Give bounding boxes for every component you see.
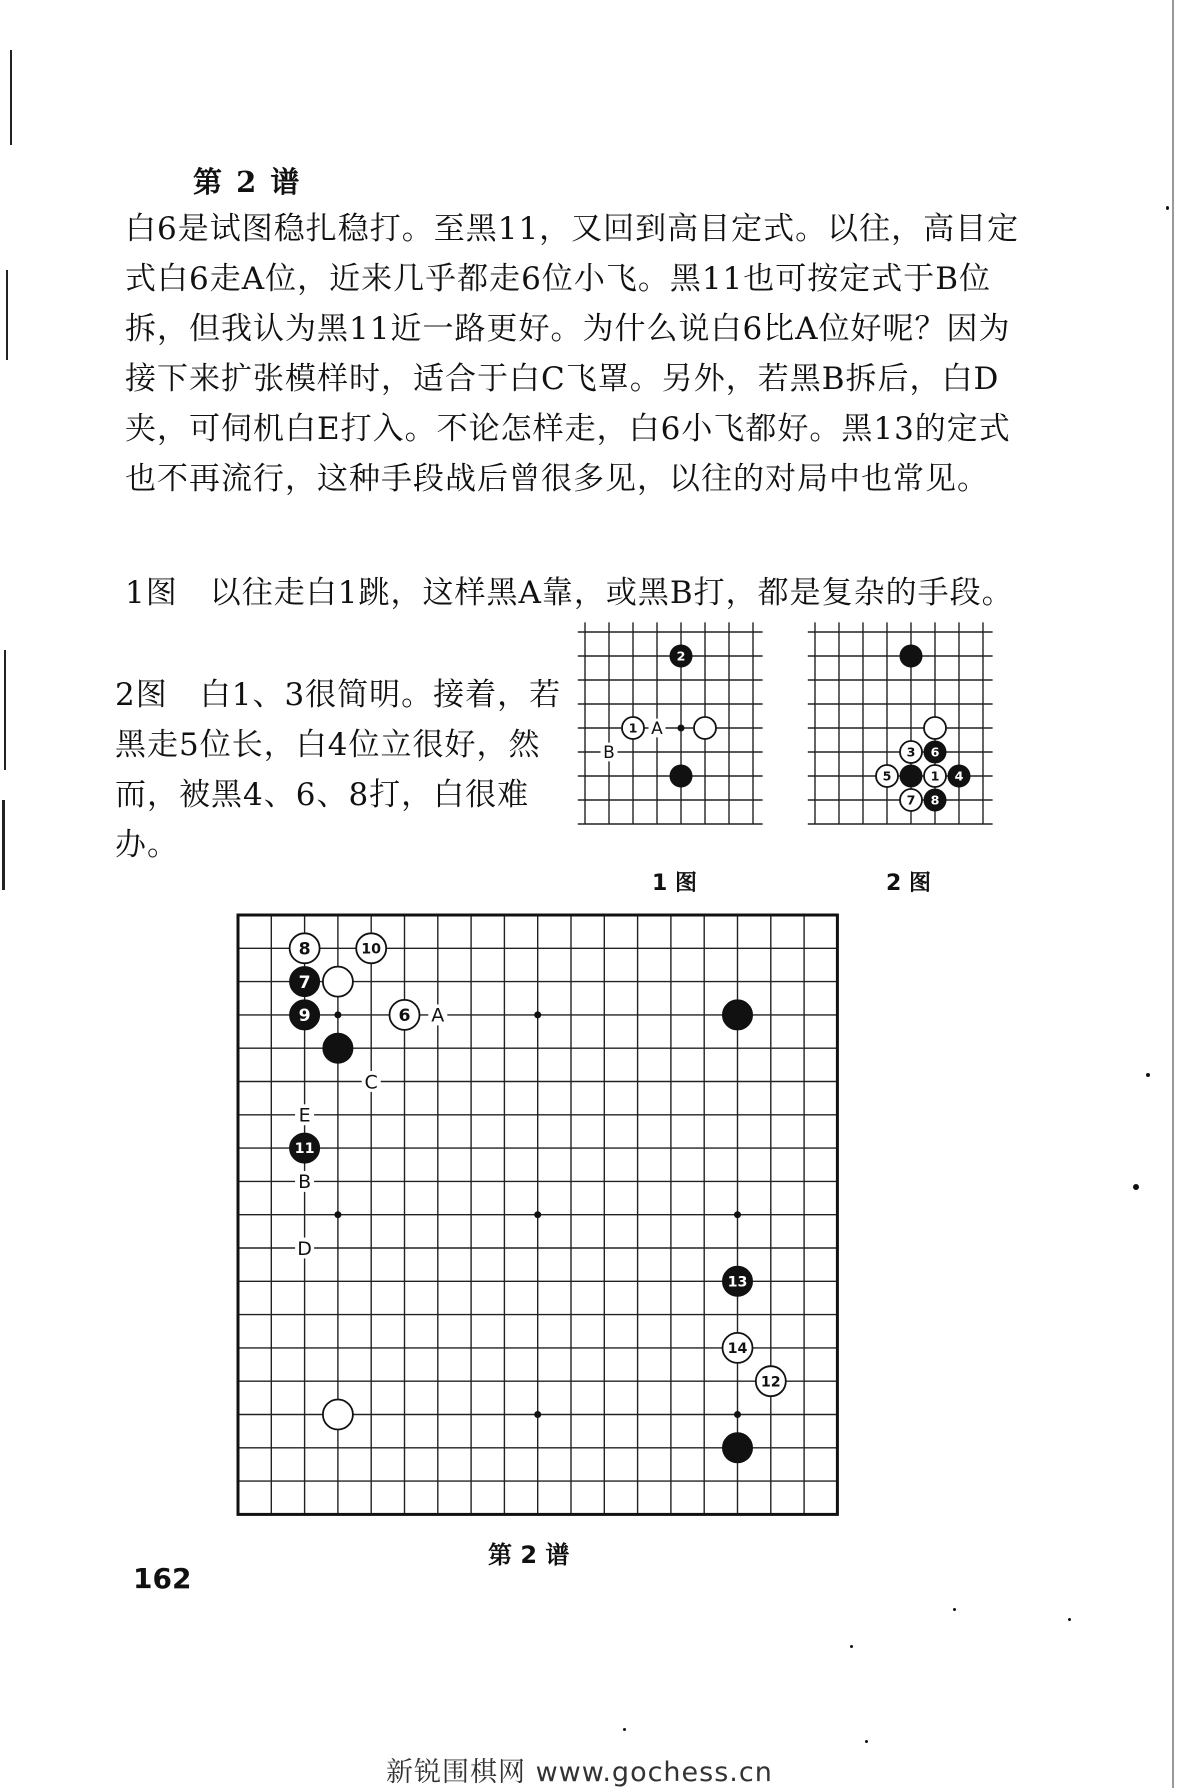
scan-speck [953,1608,956,1611]
black-stone [900,765,922,787]
main-diagram-caption: 第 2 谱 [488,1541,570,1569]
scan-speck [623,1728,626,1731]
scan-speck [850,1645,853,1648]
black-stone [323,1033,353,1063]
black-stone [723,1000,753,1030]
star-point [678,725,685,732]
page-number: 162 [133,1562,192,1595]
white-stone [924,717,946,739]
stone-move-number: 1 [930,768,940,784]
scan-edge-mark [4,650,6,770]
star-point [334,1011,341,1018]
go-diagram-figure-1 [575,622,785,852]
white-stone [323,967,353,997]
white-stone [323,1400,353,1430]
stone-move-number: 8 [298,939,311,960]
figure-1-caption: 1 图 [652,871,697,896]
go-diagram-main [228,905,858,1525]
star-point [534,1211,541,1218]
stone-move-number: 5 [882,768,892,784]
stone-move-number: 12 [760,1374,781,1391]
point-mark-a: A [431,1004,445,1027]
stone-move-number: 13 [727,1274,748,1291]
star-point [334,1211,341,1218]
black-stone [723,1433,753,1463]
star-point [734,1411,741,1418]
watermark: 新锐围棋网 www.gochess.cn [386,1757,773,1788]
paragraph-main: 白6是试图稳扎稳打。至黑11，又回到高目定式。以往，高目定式白6走A位，近来几乎都走6位小飞。黑11也可按定式于B位拆，但我认为黑11近一路更好。为什么说白6比A位好呢？因为接下来扩张模样时，适合于白C飞罩。另外，若黑B拆后，白D夹，可伺机白E打入。不论怎样走，白6小飞都好。黑13的定式也不再流行，这种手段战后曾很多见，以往的对局中也常见。 [125,211,1020,497]
figure-2-caption: 2 图 [886,871,931,896]
stone-move-number: 1 [628,720,638,736]
stone-move-number: 4 [954,768,964,784]
point-mark-a: A [651,719,663,740]
star-point [534,1411,541,1418]
scan-edge-mark [10,50,12,145]
paragraph-figure-2: 2图 白1、3很简明。接着，若黑走5位长，白4位立很好，然而，被黑4、6、8打，白很难办。 [115,677,562,863]
scan-speck [1133,1184,1139,1190]
scan-speck [1166,206,1169,210]
star-point [534,1011,541,1018]
stone-move-number: 6 [930,744,940,760]
scan-edge-right [1172,0,1174,1788]
scan-speck [865,1740,868,1743]
point-mark-d: D [297,1237,312,1260]
scan-speck [1068,1618,1071,1621]
stone-move-number: 11 [294,1141,315,1158]
black-stone [900,645,922,667]
go-diagram-figure-2 [805,622,1015,852]
point-mark-c: C [364,1071,378,1094]
scan-edge-mark [2,800,5,890]
stone-move-number: 3 [906,744,916,760]
paragraph-figure-1: 1图 以往走白1跳，这样黑A靠，或黑B打，都是复杂的手段。 [125,575,1014,611]
stone-move-number: 14 [727,1341,748,1358]
black-stone [670,765,692,787]
stone-move-number: 2 [676,648,686,664]
point-mark-b: B [298,1171,312,1194]
point-mark-b: B [603,743,615,764]
point-mark-e: E [298,1104,311,1127]
section-heading: 第 2 谱 [193,165,302,199]
stone-move-number: 7 [906,792,916,808]
stone-move-number: 8 [930,792,940,808]
stone-move-number: 9 [298,1006,311,1027]
scan-speck [1146,1073,1150,1077]
stone-move-number: 10 [361,941,382,958]
stone-move-number: 7 [298,972,311,993]
star-point [734,1211,741,1218]
stone-move-number: 6 [398,1006,411,1027]
white-stone [694,717,716,739]
scan-edge-mark [6,270,8,360]
